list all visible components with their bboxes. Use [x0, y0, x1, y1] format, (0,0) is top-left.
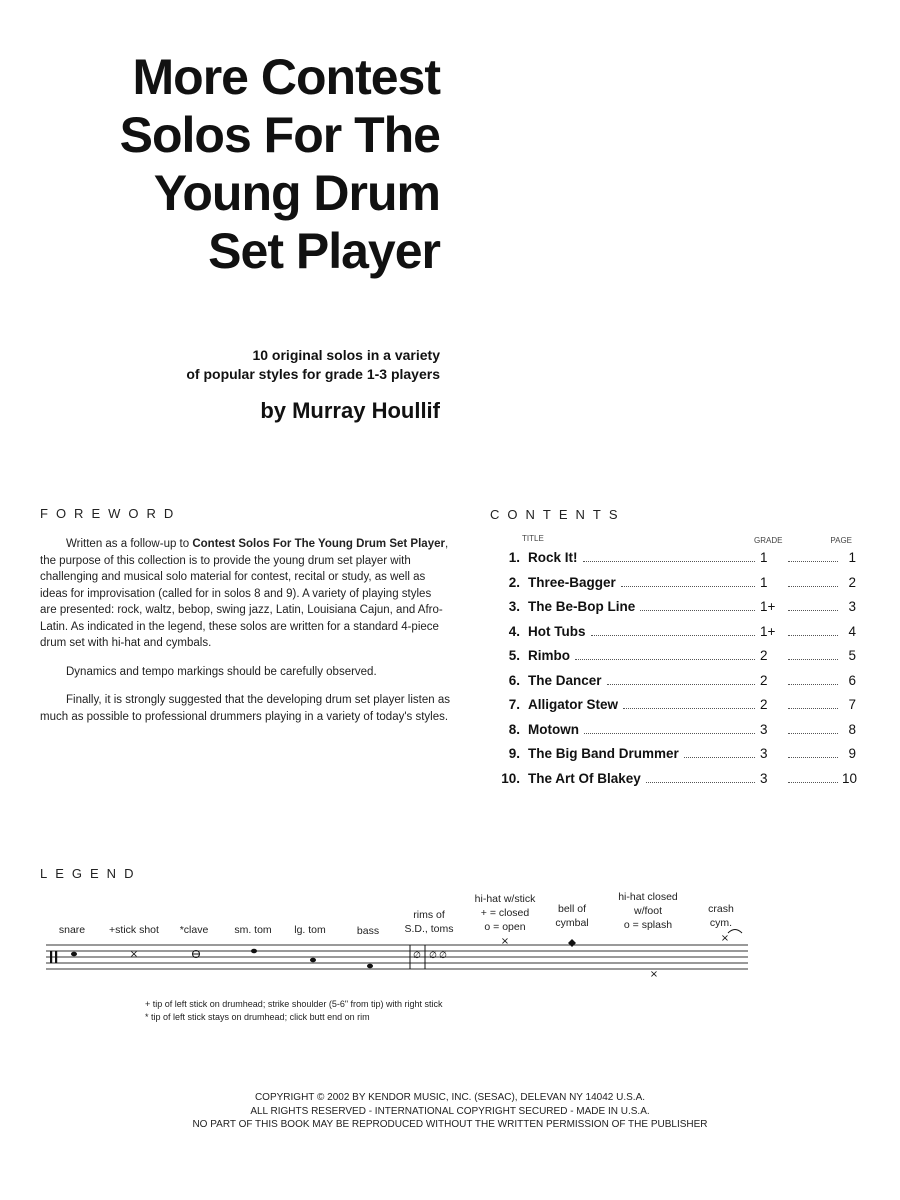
- toc-leader: [788, 707, 838, 709]
- foreword-paragraph: [40, 536, 450, 652]
- svg-text:∅: ∅: [439, 951, 447, 961]
- toc-leader: [583, 560, 755, 562]
- foreword-text: Written as a follow-up to: [66, 538, 193, 550]
- subtitle: [186, 346, 440, 384]
- foreword-text: , the purpose of this collection is to provide the young drum set player with challenging and musical solo material for contest, recital or study, as well as ideas for improvisation (called for in solos 8 and 9). A variety of playing styles are presented: rock, waltz, bebop, swing jazz, Latin, Louisiana Cajun, and Afro-Latin. As indicated in the legend, these solos are written for a standard 4-piece drum set with hi-hat and cymbals.: [40, 538, 449, 649]
- toc-number: 3.: [508, 599, 520, 614]
- toc-title: Hot Tubs: [528, 623, 586, 639]
- contents-header: [494, 532, 856, 550]
- legend-label-hihat-closed-3: o = splash: [623, 919, 673, 931]
- foreword-paragraph: Dynamics and tempo markings should be carefully observed.: [66, 665, 377, 678]
- toc-page: 8: [848, 721, 856, 737]
- toc-page: 10: [842, 770, 858, 786]
- legend-label-bell-1: bell of: [557, 903, 587, 915]
- toc-title: The Dancer: [528, 672, 602, 688]
- toc-grade: 1: [760, 574, 768, 590]
- toc-title: Alligator Stew: [528, 697, 619, 712]
- legend-label-snare: snare: [58, 924, 86, 936]
- copyright-line: COPYRIGHT © 2002 BY KENDOR MUSIC, INC. (SESAC), DELEVAN NY 14042 U.S.A.: [254, 1092, 646, 1103]
- toc-number: 10.: [501, 770, 520, 786]
- toc-page: 7: [848, 697, 856, 712]
- toc-row: [494, 599, 856, 624]
- toc-leader: [788, 781, 838, 783]
- legend-label-hihat-stick-2: + = closed: [480, 907, 530, 919]
- toc-grade: 1: [760, 550, 768, 565]
- toc-title: The Be-Bop Line: [528, 599, 636, 614]
- toc-title: The Art Of Blakey: [528, 770, 641, 786]
- toc-number: 2.: [508, 574, 520, 590]
- legend-label-hihat-stick-3: o = open: [484, 921, 526, 933]
- toc-grade: 2: [760, 648, 768, 663]
- copyright-line: ALL RIGHTS RESERVED - INTERNATIONAL COPYRIGHT SECURED - MADE IN U.S.A.: [250, 1105, 650, 1117]
- contents-list: [494, 550, 856, 795]
- legend-label-hihat-closed-1: hi-hat closed: [618, 891, 678, 903]
- toc-page: 1: [848, 550, 856, 565]
- toc-row: [494, 771, 856, 796]
- foreword-book-title: Contest Solos For The Young Drum Set Player: [192, 538, 445, 550]
- bass-note: [367, 964, 373, 969]
- toc-row: [494, 648, 856, 673]
- toc-leader: [788, 609, 838, 611]
- legend-label-lg-tom: lg. tom: [294, 924, 326, 936]
- toc-grade: 1+: [760, 623, 776, 639]
- svg-text:∅: ∅: [429, 951, 437, 961]
- title-line: More Contest: [132, 49, 440, 105]
- toc-leader: [646, 781, 755, 783]
- toc-number: 6.: [508, 672, 520, 688]
- lg-tom-note: [310, 958, 316, 963]
- toc-grade: 3: [760, 746, 768, 761]
- toc-page: 6: [848, 672, 856, 688]
- toc-leader: [788, 756, 838, 758]
- toc-leader: [788, 732, 838, 734]
- contents-table: [494, 532, 856, 795]
- toc-leader: [607, 683, 755, 685]
- legend-note: + tip of left stick on drumhead; strike shoulder (5-6" from tip) with right stick: [145, 999, 443, 1009]
- author: by Murray Houllif: [260, 398, 440, 423]
- bell-note: [568, 939, 576, 947]
- svg-text:×: ×: [720, 933, 730, 944]
- toc-row: [494, 697, 856, 722]
- toc-title: Rimbo: [528, 648, 570, 663]
- legend-label-bass: bass: [356, 925, 380, 937]
- legend-heading: LEGEND: [40, 866, 142, 881]
- clave-note: [192, 951, 200, 958]
- toc-page: 3: [848, 599, 856, 614]
- toc-number: 4.: [508, 623, 520, 639]
- col-grade: GRADE: [754, 536, 783, 545]
- toc-title: Three-Bagger: [528, 574, 616, 590]
- legend-note: * tip of left stick stays on drumhead; click butt end on rim: [145, 1012, 370, 1022]
- toc-leader: [640, 609, 755, 611]
- toc-number: 8.: [508, 721, 520, 737]
- toc-leader: [684, 756, 755, 758]
- stick-shot-note: ×: [129, 949, 139, 960]
- toc-leader: [591, 634, 756, 636]
- book-title: [120, 48, 440, 280]
- hihat-foot-note: ×: [649, 969, 659, 980]
- legend-label-hihat-closed-2: w/foot: [633, 905, 663, 917]
- toc-leader: [788, 585, 838, 587]
- legend-label-crash-1: crash: [708, 903, 734, 915]
- foreword-body: [40, 536, 450, 737]
- toc-row: [494, 575, 856, 600]
- legend-label-rims-2: S.D., toms: [404, 923, 454, 935]
- foreword-paragraph: Finally, it is strongly suggested that the developing drum set player listen as much as possible to professional drummers playing in a variety of today's styles.: [40, 694, 450, 723]
- toc-leader: [788, 560, 838, 562]
- toc-title: Rock It!: [528, 550, 578, 565]
- toc-grade: 2: [760, 672, 768, 688]
- toc-leader: [788, 683, 838, 685]
- legend-label-bell-2: cymbal: [555, 917, 589, 929]
- toc-row: [494, 550, 856, 575]
- subtitle-line: of popular styles for grade 1-3 players: [186, 366, 440, 382]
- toc-row: [494, 746, 856, 771]
- legend-label-hihat-stick-1: hi-hat w/stick: [474, 893, 536, 905]
- toc-page: 5: [848, 648, 856, 663]
- toc-leader: [621, 585, 755, 587]
- toc-title: Motown: [528, 721, 579, 737]
- toc-row: [494, 624, 856, 649]
- crash-note: [721, 930, 742, 945]
- copyright-line: NO PART OF THIS BOOK MAY BE REPRODUCED WITHOUT THE WRITTEN PERMISSION OF THE PUBLISHER: [192, 1119, 708, 1130]
- rim-notes: [410, 945, 447, 969]
- toc-number: 9.: [508, 746, 520, 761]
- toc-number: 1.: [508, 550, 520, 565]
- legend-notes: [145, 998, 443, 1024]
- sm-tom-note: [251, 949, 257, 954]
- title-line: Young Drum: [153, 165, 440, 221]
- snare-note: [71, 952, 77, 957]
- legend-label-clave: *clave: [179, 924, 209, 936]
- contents-heading: CONTENTS: [490, 507, 626, 522]
- toc-title: The Big Band Drummer: [528, 746, 679, 761]
- toc-page: 9: [848, 746, 856, 761]
- legend-label-sm-tom: sm. tom: [234, 924, 272, 936]
- toc-leader: [575, 658, 755, 660]
- toc-leader: [788, 658, 838, 660]
- foreword-heading: FOREWORD: [40, 506, 182, 521]
- toc-leader: [623, 707, 755, 709]
- title-line: Solos For The: [119, 107, 440, 163]
- toc-leader: [788, 634, 838, 636]
- toc-page: 2: [848, 574, 856, 590]
- hihat-stick-note: ×: [500, 936, 510, 947]
- copyright: [0, 1091, 900, 1132]
- title-line: Set Player: [208, 223, 440, 279]
- legend-label-stick-shot: +stick shot: [109, 924, 159, 936]
- toc-leader: [584, 732, 755, 734]
- svg-text:∅: ∅: [413, 951, 421, 961]
- toc-grade: 3: [760, 770, 768, 786]
- toc-row: [494, 722, 856, 747]
- toc-grade: 2: [760, 697, 768, 712]
- legend-label-crash-2: cym.: [709, 917, 733, 929]
- toc-grade: 1+: [760, 599, 776, 614]
- legend-staff: [36, 885, 756, 985]
- toc-row: [494, 673, 856, 698]
- legend-label-rims-1: rims of: [413, 909, 445, 921]
- toc-number: 5.: [508, 648, 520, 663]
- toc-grade: 3: [760, 721, 768, 737]
- toc-page: 4: [848, 623, 856, 639]
- col-page: PAGE: [830, 536, 852, 545]
- toc-number: 7.: [508, 697, 520, 712]
- subtitle-line: 10 original solos in a variety: [252, 347, 440, 363]
- col-title: TITLE: [522, 534, 544, 543]
